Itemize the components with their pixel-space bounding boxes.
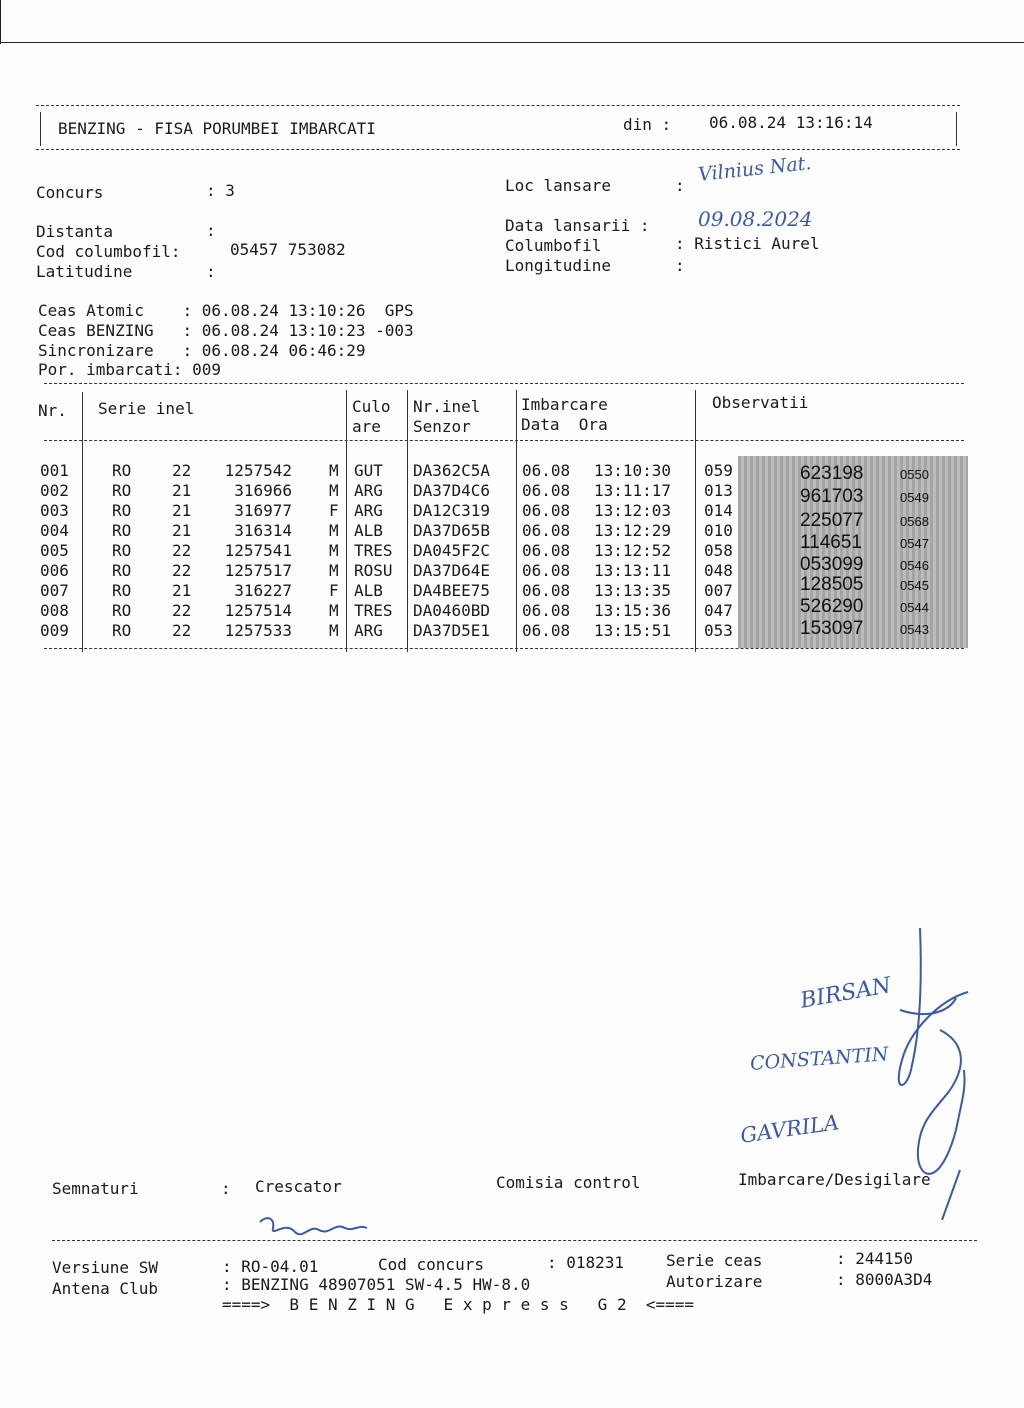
row-ring: 1257517 [224,561,292,580]
ceas-atomic: Ceas Atomic : 06.08.24 13:10:26 GPS [38,301,414,320]
sticker-number: 961703 [800,486,864,507]
row-country: RO [112,581,132,600]
concurs-label: Concurs [36,183,104,202]
col-header-imbarcare-2: Data Ora [521,415,608,434]
sticker-number: 225077 [800,510,864,531]
row-time: 13:10:30 [594,461,672,480]
row-ring: 316227 [234,581,292,600]
table-top-border [44,383,964,384]
data-lansarii-handwritten: 09.08.2024 [698,207,813,231]
row-year: 21 [172,481,192,500]
sticker-number: 526290 [800,596,864,617]
crescator-label: Crescator [255,1177,342,1196]
row-country: RO [112,601,132,620]
col-divider-sex [346,390,347,652]
concurs-value: : 3 [206,181,235,200]
row-sensor: DA362C5A [413,461,491,480]
row-country: RO [112,481,132,500]
distanta-sep: : [206,221,216,240]
row-nr: 003 [40,501,69,520]
row-year: 22 [172,561,192,580]
row-color: TRES [354,601,393,620]
row-year: 22 [172,621,192,640]
distanta-label: Distanta [36,222,114,241]
table-bottom-border [44,648,964,649]
ceas-benzing: Ceas BENZING : 06.08.24 13:10:23 -003 [38,321,414,340]
din-label: din : [623,115,672,134]
signature-name-3: GAVRILA [738,1110,841,1148]
paper-top-edge [0,42,1024,43]
row-obs: 007 [704,581,733,600]
signature-name-1: BIRSAN [798,973,894,1014]
antena-club-value: : BENZING 48907051 SW-4.5 HW-8.0 [222,1275,531,1294]
row-time: 13:11:17 [594,481,672,500]
row-time: 13:12:03 [594,501,672,520]
sticker-number: 114651 [800,532,862,553]
row-year: 21 [172,501,192,520]
paper-left-edge [0,0,1,44]
row-obs: 013 [704,481,733,500]
row-date: 06.08 [522,621,571,640]
row-obs: 058 [704,541,733,560]
sticker-number: 053099 [800,554,864,575]
row-color: ALB [354,521,383,540]
antena-club-label: Antena Club [52,1279,158,1298]
row-country: RO [112,541,132,560]
signature-name-2: CONSTANTIN [749,1043,890,1075]
row-country: RO [112,621,132,640]
row-ring: 316966 [234,481,292,500]
col-header-nrinel-1: Nr.inel [413,397,481,416]
row-date: 06.08 [522,581,571,600]
row-ring: 1257514 [224,601,292,620]
longitudine-sep: : [675,256,685,275]
loc-lansare-label: Loc lansare [505,176,611,195]
row-time: 13:15:51 [594,621,672,640]
loc-lansare-sep: : [675,176,685,195]
row-nr: 005 [40,541,69,560]
row-sensor: DA4BEE75 [413,581,491,600]
row-sex: M [329,561,339,580]
cod-columbofil-label: Cod columbofil: [36,242,181,261]
comisia-control-label: Comisia control [496,1173,641,1192]
row-time: 13:12:29 [594,521,672,540]
header-top-border [36,105,960,106]
serie-ceas-label: Serie ceas [666,1251,763,1270]
row-sensor: DA12C319 [413,501,491,520]
autorizare-label: Autorizare [666,1272,763,1291]
col-header-nrinel-2: Senzor [413,417,471,436]
serie-ceas-value: : 244150 [836,1249,914,1268]
col-header-culoare-2: are [352,417,381,436]
col-divider-nr [82,392,83,652]
row-color: ARG [354,481,383,500]
row-nr: 002 [40,481,69,500]
row-time: 13:13:11 [594,561,672,580]
row-sex: M [329,621,339,640]
row-sex: F [329,501,339,520]
cod-concurs-label: Cod concurs [378,1255,484,1274]
col-header-nr: Nr. [38,401,67,420]
row-year: 22 [172,461,192,480]
footer-separator [52,1240,977,1241]
imbarcare-desigilare-label: Imbarcare/Desigilare [738,1170,931,1189]
autorizare-value: : 8000A3D4 [836,1270,933,1289]
sticker-code: 0544 [900,600,929,615]
header-left-border [40,112,41,146]
cod-columbofil-value: 05457 753082 [230,240,346,259]
sticker-code: 0547 [900,536,929,551]
row-obs: 059 [704,461,733,480]
row-time: 13:12:52 [594,541,672,560]
row-nr: 009 [40,621,69,640]
row-color: ARG [354,621,383,640]
row-time: 13:15:36 [594,601,672,620]
row-date: 06.08 [522,541,571,560]
sticker-number: 128505 [800,574,864,595]
row-ring: 316314 [234,521,292,540]
col-header-observatii: Observatii [712,393,809,412]
row-country: RO [112,561,132,580]
row-color: TRES [354,541,393,560]
columbofil-value: : Ristici Aurel [675,234,820,253]
header-right-border [956,112,957,146]
row-sensor: DA37D64E [413,561,491,580]
row-sex: M [329,461,339,480]
row-sensor: DA37D65B [413,521,491,540]
row-sex: M [329,481,339,500]
table-header-separator [44,440,964,441]
row-time: 13:13:35 [594,581,672,600]
row-obs: 053 [704,621,733,640]
row-obs: 014 [704,501,733,520]
document-title: BENZING - FISA PORUMBEI IMBARCATI [58,119,376,138]
din-value: 06.08.24 13:16:14 [709,113,873,132]
sincronizare: Sincronizare : 06.08.24 06:46:29 [38,341,366,360]
row-sex: F [329,581,339,600]
row-year: 22 [172,541,192,560]
row-ring: 1257542 [224,461,292,480]
row-nr: 006 [40,561,69,580]
sticker-code: 0546 [900,558,929,573]
row-ring: 1257541 [224,541,292,560]
latitudine-sep: : [206,262,216,281]
col-divider-senzor [516,390,517,652]
latitudine-label: Latitudine [36,262,133,281]
sticker-code: 0545 [900,578,929,593]
crescator-signature [255,1210,375,1244]
row-sensor: DA045F2C [413,541,491,560]
semnaturi-sep: : [221,1179,231,1198]
row-country: RO [112,521,132,540]
row-country: RO [112,501,132,520]
row-year: 21 [172,581,192,600]
row-date: 06.08 [522,561,571,580]
col-header-culoare-1: Culo [352,397,391,416]
row-color: ROSU [354,561,393,580]
header-bottom-border [36,149,960,150]
col-header-imbarcare-1: Imbarcare [521,395,608,414]
row-color: ALB [354,581,383,600]
row-nr: 004 [40,521,69,540]
data-lansarii-label: Data lansarii : [505,216,650,235]
row-date: 06.08 [522,521,571,540]
row-sensor: DA37D4C6 [413,481,491,500]
benzing-express-banner: ====> B E N Z I N G E x p r e s s G 2 <==== [222,1295,695,1314]
row-date: 06.08 [522,501,571,520]
col-divider-culoare [407,390,408,652]
row-obs: 048 [704,561,733,580]
longitudine-label: Longitudine [505,256,611,275]
cod-concurs-value: : 018231 [547,1253,625,1272]
sticker-code: 0543 [900,622,929,637]
row-sensor: DA37D5E1 [413,621,491,640]
row-sex: M [329,521,339,540]
col-divider-ora [695,390,696,652]
loc-lansare-handwritten: Vilnius Nat. [697,152,813,186]
sticker-code: 0568 [900,514,929,529]
versiune-sw-label: Versiune SW [52,1258,158,1277]
row-sensor: DA0460BD [413,601,491,620]
porumbei-imbarcati: Por. imbarcati: 009 [38,360,222,379]
row-obs: 010 [704,521,733,540]
sticker-code: 0550 [900,467,929,482]
semnaturi-label: Semnaturi [52,1179,139,1198]
sticker-code: 0549 [900,490,929,505]
row-date: 06.08 [522,601,571,620]
sticker-number: 623198 [800,463,864,484]
row-color: ARG [354,501,383,520]
col-header-serie: Serie inel [98,399,195,418]
row-year: 21 [172,521,192,540]
row-color: GUT [354,461,383,480]
row-country: RO [112,461,132,480]
row-date: 06.08 [522,461,571,480]
row-nr: 008 [40,601,69,620]
versiune-sw-value: : RO-04.01 [222,1257,319,1276]
row-nr: 001 [40,461,69,480]
sticker-number: 153097 [800,618,864,639]
row-nr: 007 [40,581,69,600]
row-ring: 1257533 [224,621,292,640]
row-date: 06.08 [522,481,571,500]
row-obs: 047 [704,601,733,620]
row-sex: M [329,541,339,560]
columbofil-label: Columbofil [505,236,602,255]
row-ring: 316977 [234,501,292,520]
row-year: 22 [172,601,192,620]
row-sex: M [329,601,339,620]
